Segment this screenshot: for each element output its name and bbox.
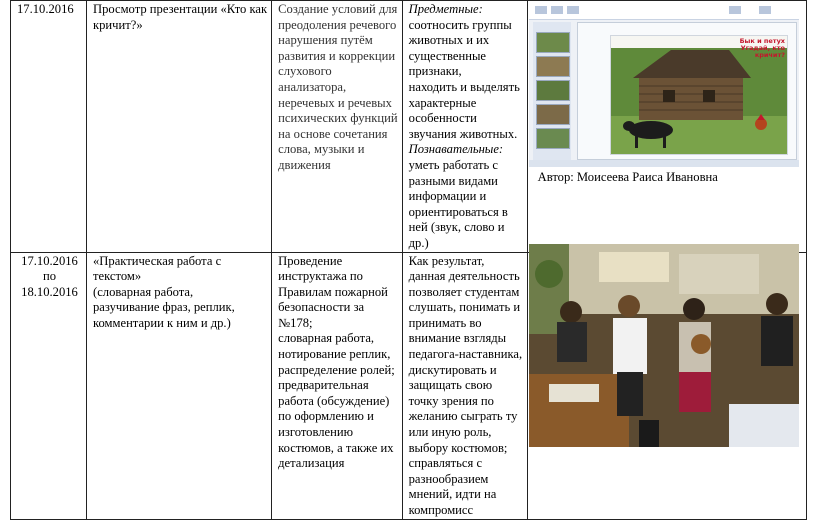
result-line: желанию сыграть ту (408, 409, 518, 424)
goal-line: Создание условий для (278, 2, 398, 16)
slide-editor (577, 22, 797, 160)
toolbar-icon (535, 6, 547, 14)
goal-line: Правилам пожарной (278, 284, 388, 299)
goal-line: изготовлению (278, 425, 354, 440)
goal-line: неречевых и речевых (278, 95, 392, 110)
result-line: информации и (408, 189, 487, 204)
goal-line: на основе сочетания (278, 126, 388, 141)
result-line: защищать свою (408, 378, 493, 393)
activity-line: текстом» (93, 269, 142, 284)
result-line: слушать, понимать и (408, 300, 521, 315)
result-line: точку зрения по (408, 393, 494, 408)
result-line: разнообразием (408, 471, 489, 486)
result-line: характерные (408, 95, 477, 110)
goal-line: костюмов, а также их (278, 440, 394, 455)
goal-line: развития и коррекции (278, 48, 396, 63)
ppt-toolbar (529, 2, 799, 20)
result-line: находить и выделять (408, 79, 520, 94)
goal-cell-2 (272, 252, 402, 519)
result-line: др.) (408, 235, 429, 250)
result-line: выбору костюмов; (408, 440, 508, 455)
goal-line: нарушения путём (278, 33, 373, 48)
goal-line: распределение ролей; (278, 362, 395, 377)
date-cell-2 (11, 252, 87, 519)
classroom-photo (529, 244, 799, 447)
result-cell-1 (402, 1, 527, 253)
activity-line: разучивание фраз, реплик, (93, 300, 235, 315)
goal-line: словарная работа, (278, 331, 375, 346)
goal-line: слова, музыки и (278, 142, 365, 157)
result-line: компромисс (408, 503, 474, 517)
slide-thumbnails (533, 22, 571, 162)
goal-line: №178; (278, 315, 313, 330)
result-line: соотносить группы (408, 17, 512, 32)
presentation-screenshot (529, 2, 799, 167)
toolbar-icon (567, 6, 579, 14)
date-text: 17.10.2016 (21, 253, 78, 268)
result-line: справляться с (408, 456, 483, 471)
result-line: животных и их (408, 33, 490, 48)
goal-line: инструктажа по (278, 269, 363, 284)
goal-line: анализатора, (278, 79, 347, 94)
goal-line: безопасности за (278, 300, 365, 315)
goal-line: Проведение (278, 253, 343, 268)
goal-line: работа (обсуждение) (278, 393, 390, 408)
activity-cell-1 (87, 1, 272, 253)
result-line: принимать во (408, 315, 482, 330)
result-line: существенные (408, 48, 487, 63)
result-line: разными видами (408, 173, 498, 188)
activity-line: Просмотр презентации «Кто как (93, 2, 268, 16)
date-cell-1 (11, 1, 87, 253)
goal-line: по оформлению и (278, 409, 374, 424)
current-slide (610, 35, 788, 155)
result-line: мнений, идти на (408, 487, 497, 502)
slide-thumbnail (536, 56, 570, 77)
result-line: особенности (408, 111, 477, 126)
result-line: ней (звук, слово и (408, 220, 505, 235)
result-line: или иную роль, (408, 425, 492, 440)
result-line: Как результат, (408, 253, 485, 268)
result-line: педагога-наставника, (408, 347, 523, 362)
activity-line: «Практическая работа с (93, 253, 222, 268)
activity-line: кричит?» (93, 17, 143, 32)
result-line: внимание взгляды (408, 331, 507, 346)
goal-line: детализация (278, 456, 345, 471)
goal-line: преодоления речевого (278, 17, 397, 32)
toolbar-icon (759, 6, 771, 14)
toolbar-icon (551, 6, 563, 14)
goal-line: движения (278, 157, 331, 172)
activity-line: комментарии к ним и др.) (93, 315, 231, 330)
result-line: звучания животных. (408, 126, 518, 141)
result-line: ориентироваться в (408, 204, 508, 219)
subject-results-label: Предметные: (408, 2, 483, 16)
goal-line: нотирование реплик, (278, 347, 391, 362)
goal-line: слухового (278, 64, 332, 79)
activity-cell-2 (87, 252, 272, 519)
goal-line: предварительная (278, 378, 369, 393)
result-line: уметь работать с (408, 157, 499, 172)
cognitive-results-label: Познавательные: (408, 142, 504, 157)
goal-cell-1 (272, 1, 402, 253)
date-text: 18.10.2016 (21, 284, 78, 299)
result-line: данная деятельность (408, 269, 520, 284)
ppt-status-bar (529, 160, 799, 167)
result-line: дискутировать и (408, 362, 497, 377)
date-text: по (42, 269, 57, 284)
image-caption: Автор: Моисеева Раиса Ивановна (537, 170, 718, 184)
result-line: позволяет студентам (408, 284, 520, 299)
slide-thumbnail (536, 128, 570, 149)
toolbar-icon (729, 6, 741, 14)
slide-thumbnail (536, 32, 570, 53)
slide-title: Бык и петух Угадай, кто кричит? (739, 37, 785, 59)
result-cell-2 (402, 252, 527, 519)
result-line: признаки, (408, 64, 462, 79)
classroom-photo-illustration (529, 244, 799, 447)
slide-thumbnail (536, 80, 570, 101)
date-text: 17.10.2016 (17, 2, 74, 16)
activity-line: (словарная работа, (93, 284, 194, 299)
goal-line: психических функций (278, 111, 398, 126)
slide-thumbnail (536, 104, 570, 125)
